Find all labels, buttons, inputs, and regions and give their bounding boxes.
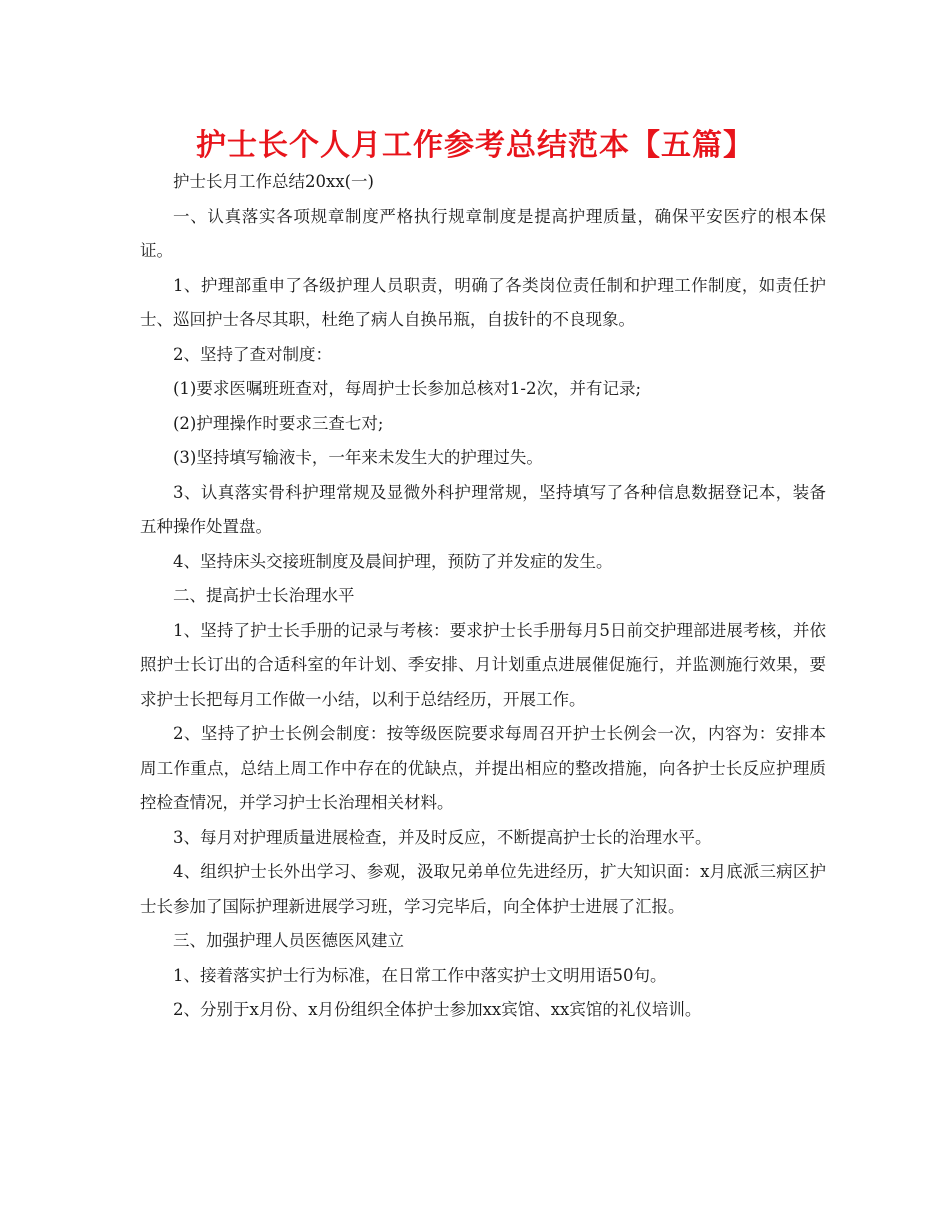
paragraph-item: 2、坚持了查对制度： <box>173 344 332 364</box>
paragraph-subtitle: 护士长月工作总结20xx(一) <box>173 172 374 191</box>
paragraph-item: 1、接着落实护士行为标准，在日常工作中落实护士文明用语50句。 <box>173 965 667 985</box>
paragraph-subitem: (2)护理操作时要求三查七对; <box>173 413 384 433</box>
paragraph-section-1: 一、认真落实各项规章制度严格执行规章制度是提高护理质量，确保平安医疗的根本保证。 <box>140 206 826 260</box>
paragraph-item: 4、组织护士长外出学习、参观，汲取兄弟单位先进经历，扩大知识面：x月底派三病区护士长参加了国际护理新进展学习班，学习完毕后，向全体护士进展了汇报。 <box>140 862 826 916</box>
paragraph-subitem: (1)要求医嘱班班查对，每周护士长参加总核对1-2次，并有记录; <box>173 379 642 398</box>
paragraph-section-3: 三、加强护理人员医德医风建立 <box>173 931 404 950</box>
paragraph-subitem: (3)坚持填写输液卡，一年来未发生大的护理过失。 <box>173 448 543 467</box>
paragraph-item: 3、每月对护理质量进展检查，并及时反应，不断提高护士长的治理水平。 <box>173 827 712 847</box>
paragraph-item: 1、坚持了护士长手册的记录与考核：要求护士长手册每月5日前交护理部进展考核，并依照护士长订出的合适科室的年计划、季安排、月计划重点进展催促施行，并监测施行效果，要求护士长把每月工作做一小结，以利于总结经历，开展工作。 <box>140 620 826 709</box>
document-title: 护士长个人月工作参考总结范本【五篇】 <box>196 128 754 163</box>
paragraph-item: 2、分别于x月份、x月份组织全体护士参加xx宾馆、xx宾馆的礼仪培训。 <box>173 1000 702 1019</box>
paragraph-item: 1、护理部重申了各级护理人员职责，明确了各类岗位责任制和护理工作制度，如责任护士、巡回护士各尽其职，杜绝了病人自换吊瓶，自拔针的不良现象。 <box>140 275 826 329</box>
paragraph-section-2: 二、提高护士长治理水平 <box>173 586 355 605</box>
document-body <box>140 165 826 1028</box>
paragraph-item: 2、坚持了护士长例会制度：按等级医院要求每周召开护士长例会一次，内容为：安排本周工作重点，总结上周工作中存在的优缺点，并提出相应的整改措施，向各护士长反应护理质控检查情况，并学习护士长治理相关材料。 <box>140 724 826 812</box>
paragraph-item: 3、认真落实骨科护理常规及显微外科护理常规，坚持填写了各种信息数据登记本，装备五种操作处置盘。 <box>140 482 826 536</box>
paragraph-item: 4、坚持床头交接班制度及晨间护理，预防了并发症的发生。 <box>173 551 613 571</box>
